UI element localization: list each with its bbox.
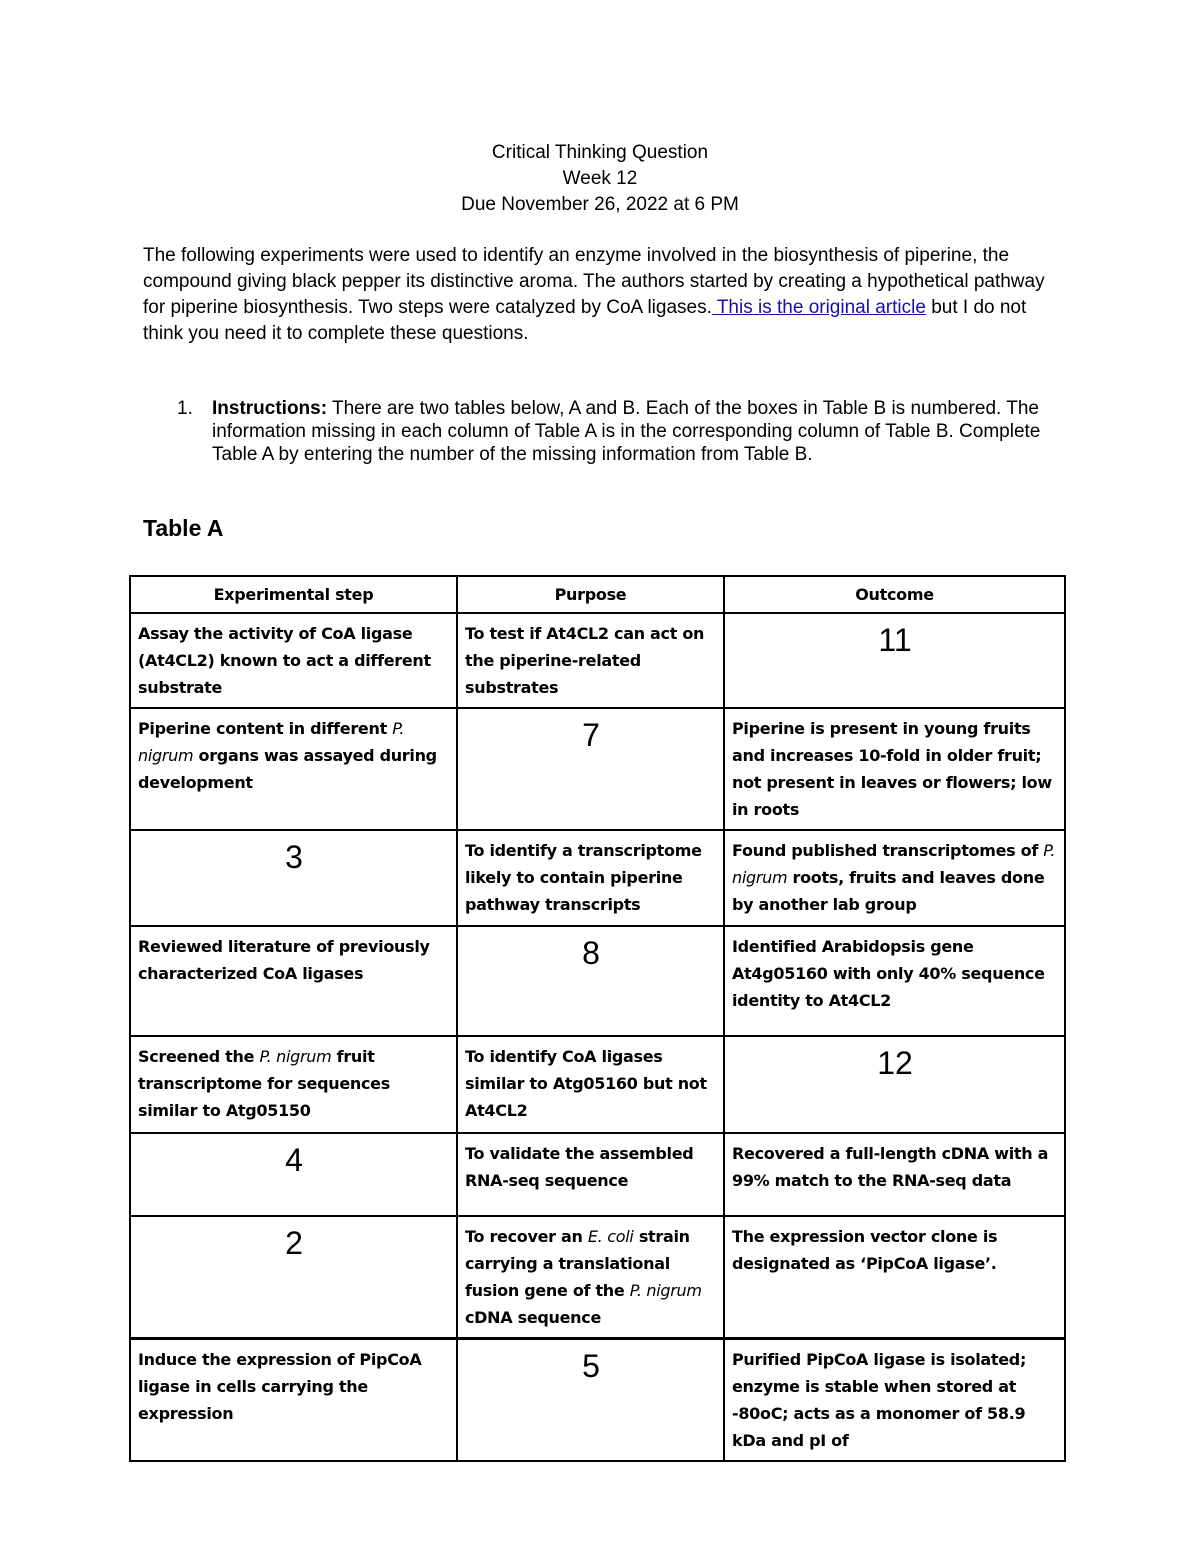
purpose-cell: To recover an E. coli strain carrying a translational fusion gene of the P. nigrum cDNA sequence	[457, 1216, 724, 1339]
step-cell: Screened the P. nigrum fruit transcriptome for sequences similar to Atg05150	[130, 1036, 457, 1133]
outcome-cell: The expression vector clone is designated as ‘PipCoA ligase’.	[724, 1216, 1065, 1339]
step-cell: Piperine content in different P. nigrum organs was assayed during development	[130, 708, 457, 830]
due-date: Due November 26, 2022 at 6 PM	[461, 194, 739, 215]
intro-text: The following experiments were used to identify an enzyme involved in the biosynthesis of piperine, the compound giving black pepper its distinctive aroma. The authors started by creating a hypothetical pathway for piperine biosynthesis. Two steps were catalyzed by CoA ligases.	[143, 245, 1045, 318]
header-outcome: Outcome	[724, 576, 1065, 613]
step-cell: Assay the activity of CoA ligase (At4CL2) known to act a different substrate	[130, 613, 457, 708]
document-title: Critical Thinking Question	[491, 142, 709, 163]
purpose-cell: To identify a transcriptome likely to contain piperine pathway transcripts	[457, 830, 724, 926]
table-row	[130, 926, 1065, 1036]
intro-paragraph	[143, 243, 1063, 347]
step-number: 3	[130, 830, 457, 926]
header-purpose: Purpose	[457, 576, 724, 613]
question-number: 1.	[177, 398, 193, 419]
question-text: There are two tables below, A and B. Each of the boxes in Table B is numbered. The information missing in each column of Table A is in the corresponding column of Table B. Complete Table A by entering the number of the missing information from Table B.	[212, 398, 1041, 465]
outcome-number: 12	[724, 1036, 1065, 1133]
purpose-cell: To validate the assembled RNA-seq sequence	[457, 1133, 724, 1216]
table-row	[130, 1216, 1065, 1339]
table-a-title: Table A	[143, 515, 224, 541]
purpose-cell: To identify CoA ligases similar to Atg05160 but not At4CL2	[457, 1036, 724, 1133]
table-a	[129, 575, 1066, 1462]
purpose-number: 5	[457, 1339, 724, 1462]
step-cell: Induce the expression of PipCoA ligase in cells carrying the expression	[130, 1339, 457, 1462]
week-label: Week 12	[562, 168, 638, 189]
purpose-number: 8	[457, 926, 724, 1036]
table-row	[130, 1339, 1065, 1462]
step-cell: Reviewed literature of previously characterized CoA ligases	[130, 926, 457, 1036]
table-row	[130, 1036, 1065, 1133]
outcome-cell: Found published transcriptomes of P. nigrum roots, fruits and leaves done by another lab group	[724, 830, 1065, 926]
outcome-cell: Piperine is present in young fruits and increases 10-fold in older fruit; not present in leaves or flowers; low in roots	[724, 708, 1065, 830]
header-experimental-step: Experimental step	[130, 576, 457, 613]
outcome-cell: Purified PipCoA ligase is isolated; enzyme is stable when stored at -80oC; acts as a monomer of 58.9 kDa and pI of	[724, 1339, 1065, 1462]
purpose-cell: To test if At4CL2 can act on the piperine-related substrates	[457, 613, 724, 708]
table-row	[130, 830, 1065, 926]
outcome-cell: Recovered a full-length cDNA with a 99% match to the RNA-seq data	[724, 1133, 1065, 1216]
step-number: 4	[130, 1133, 457, 1216]
step-number: 2	[130, 1216, 457, 1339]
table-row	[130, 613, 1065, 708]
table-row	[130, 708, 1065, 830]
original-article-link[interactable]: This is the original article	[711, 297, 926, 318]
table-row	[130, 1133, 1065, 1216]
outcome-number: 11	[724, 613, 1065, 708]
document-header	[0, 140, 1200, 218]
intro-text-after: but I do not think you need it to complete these questions.	[143, 297, 1027, 344]
purpose-number: 7	[457, 708, 724, 830]
question-1	[177, 397, 1057, 466]
question-label: Instructions:	[212, 398, 328, 419]
outcome-cell: Identified Arabidopsis gene At4g05160 with only 40% sequence identity to At4CL2	[724, 926, 1065, 1036]
table-header-row	[130, 576, 1065, 613]
